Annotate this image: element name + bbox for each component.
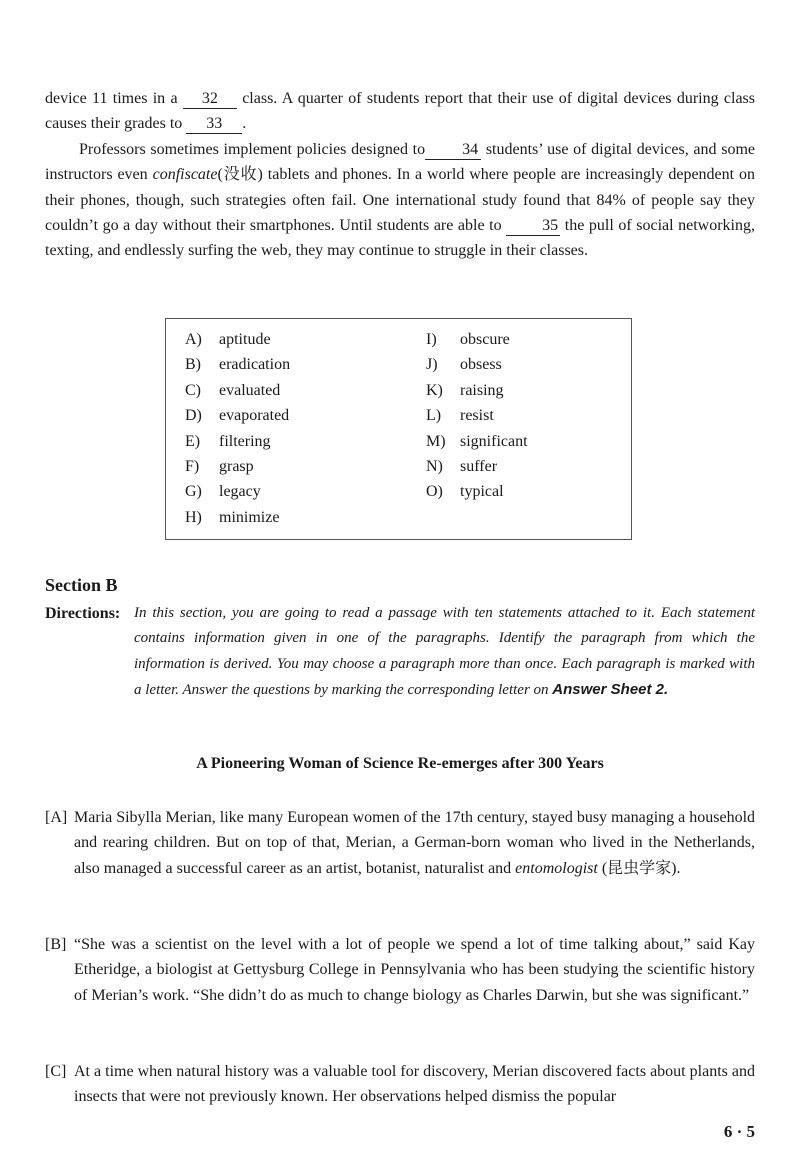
directions-body: In this section, you are going to read a passage with ten statements attached to it. Each statement contains information given in one of the paragraphs. Identify the paragraph from which the information is derived. You may choose a paragraph more than once. Each paragraph is marked with a letter. Answer the questions by marking the corresponding letter on <box>134 605 755 699</box>
option-letter: L) <box>426 407 442 425</box>
paragraph-a <box>45 805 755 881</box>
passage-text: tablets and phones. In a world where people are increasingly dependent on their phones, though, such strategies often fail. One international study found that 84% of people say they couldn’t go a day without their smartphones. Until students are able to <box>45 166 756 235</box>
blank-32: 32 <box>183 90 237 109</box>
option-letter: J) <box>426 356 438 374</box>
option-letter: K) <box>426 381 443 399</box>
passage-text: Professors sometimes implement policies designed to <box>79 140 426 158</box>
blank-35: 35 <box>506 217 560 236</box>
paragraph-c <box>45 1059 755 1110</box>
word-option <box>185 352 290 377</box>
option-letter: N) <box>426 458 443 476</box>
option-word: aptitude <box>219 331 271 348</box>
directions-text <box>134 601 755 704</box>
paragraph-body <box>74 805 755 881</box>
blank-34: 34 <box>425 141 481 160</box>
option-letter: D) <box>185 407 202 425</box>
option-word: grasp <box>219 458 254 476</box>
paragraph-b <box>45 932 755 1008</box>
passage-text: device 11 times in a <box>45 90 178 107</box>
paragraph-body: At a time when natural history was a valuable tool for discovery, Merian discovered facts about plants and insects that were not previously known. Her observations helped dismiss the popular <box>74 1063 755 1106</box>
option-word: minimize <box>219 508 280 526</box>
answer-sheet-label: Answer Sheet 2. <box>552 681 669 699</box>
option-word: obsess <box>460 356 502 374</box>
option-letter: O) <box>426 483 443 501</box>
option-letter: E) <box>185 432 201 450</box>
word-option <box>426 403 528 428</box>
option-word: filtering <box>219 432 271 450</box>
option-word: suffer <box>460 458 498 476</box>
paragraph-tag: [B] <box>45 936 67 953</box>
passage-paragraph-2 <box>45 137 755 264</box>
passage-paragraph-1 <box>45 86 755 137</box>
confiscate-word: confiscate <box>152 166 218 184</box>
word-option <box>185 454 290 479</box>
paragraph-body: “She was a scientist on the level with a lot of people we spend a lot of time talking about,” said Kay Etheridge, a biologist at Gettysburg College in Pennsylvania who has been studying the scientific history of Merian’s work. “She didn’t do as much to change biology as Charles Darwin, but she was significant.” <box>74 936 755 1004</box>
word-bank <box>165 318 632 540</box>
word-bank-left-column <box>185 327 290 530</box>
entomologist-word: entomologist <box>515 859 598 877</box>
option-word: resist <box>460 407 494 425</box>
option-letter: C) <box>185 381 201 399</box>
entomologist-gloss: (昆虫学家). <box>601 859 681 877</box>
option-letter: M) <box>426 432 446 450</box>
option-letter: A) <box>185 331 202 348</box>
word-option <box>426 327 528 352</box>
passage <box>45 86 755 264</box>
option-letter: H) <box>185 508 202 526</box>
word-option <box>426 454 528 479</box>
option-word: raising <box>460 381 504 399</box>
word-option <box>185 505 290 530</box>
word-option <box>185 479 290 504</box>
option-word: legacy <box>219 483 261 501</box>
word-bank-right-column <box>426 327 528 505</box>
passage-text: students’ use of digital devices, and some instructors even <box>45 140 755 184</box>
passage-text: . <box>242 115 247 133</box>
paragraph-tag: [C] <box>45 1063 67 1080</box>
option-word: obscure <box>460 331 510 348</box>
option-word: significant <box>460 432 528 450</box>
word-option <box>426 352 528 377</box>
word-option <box>185 403 290 428</box>
passage-text: class. A quarter of students report that their use of digital devices during class causes their grades to <box>45 90 756 133</box>
word-option <box>185 327 290 352</box>
option-letter: F) <box>185 458 200 476</box>
option-word: typical <box>460 483 504 501</box>
word-option <box>185 378 290 403</box>
option-letter: G) <box>185 483 202 501</box>
paragraph-tag: [A] <box>45 809 68 826</box>
section-b-heading: Section B <box>45 575 118 595</box>
word-option <box>426 429 528 454</box>
page-number: 6 · 5 <box>723 1122 755 1141</box>
word-option <box>185 429 290 454</box>
word-option <box>426 378 528 403</box>
option-letter: I) <box>426 331 437 348</box>
option-word: evaluated <box>219 381 281 399</box>
confiscate-gloss: (没收) <box>217 166 263 184</box>
option-letter: B) <box>185 356 201 374</box>
article-title: A Pioneering Woman of Science Re-emerges after 300 Years <box>196 755 604 772</box>
option-word: eradication <box>219 356 291 374</box>
option-word: evaporated <box>219 407 290 425</box>
directions-label: Directions: <box>45 605 121 622</box>
passage-text: the pull of social networking, texting, and endlessly surfing the web, they may continue to struggle in their classes. <box>45 217 756 260</box>
paragraph-text: Maria Sibylla Merian, like many European women of the 17th century, stayed busy managing a household and rearing children. But on top of that, Merian, a German-born woman who lived in the Netherlands, also managed a successful career as an artist, botanist, naturalist and <box>74 809 756 877</box>
word-option <box>426 479 528 504</box>
blank-33: 33 <box>186 115 242 134</box>
